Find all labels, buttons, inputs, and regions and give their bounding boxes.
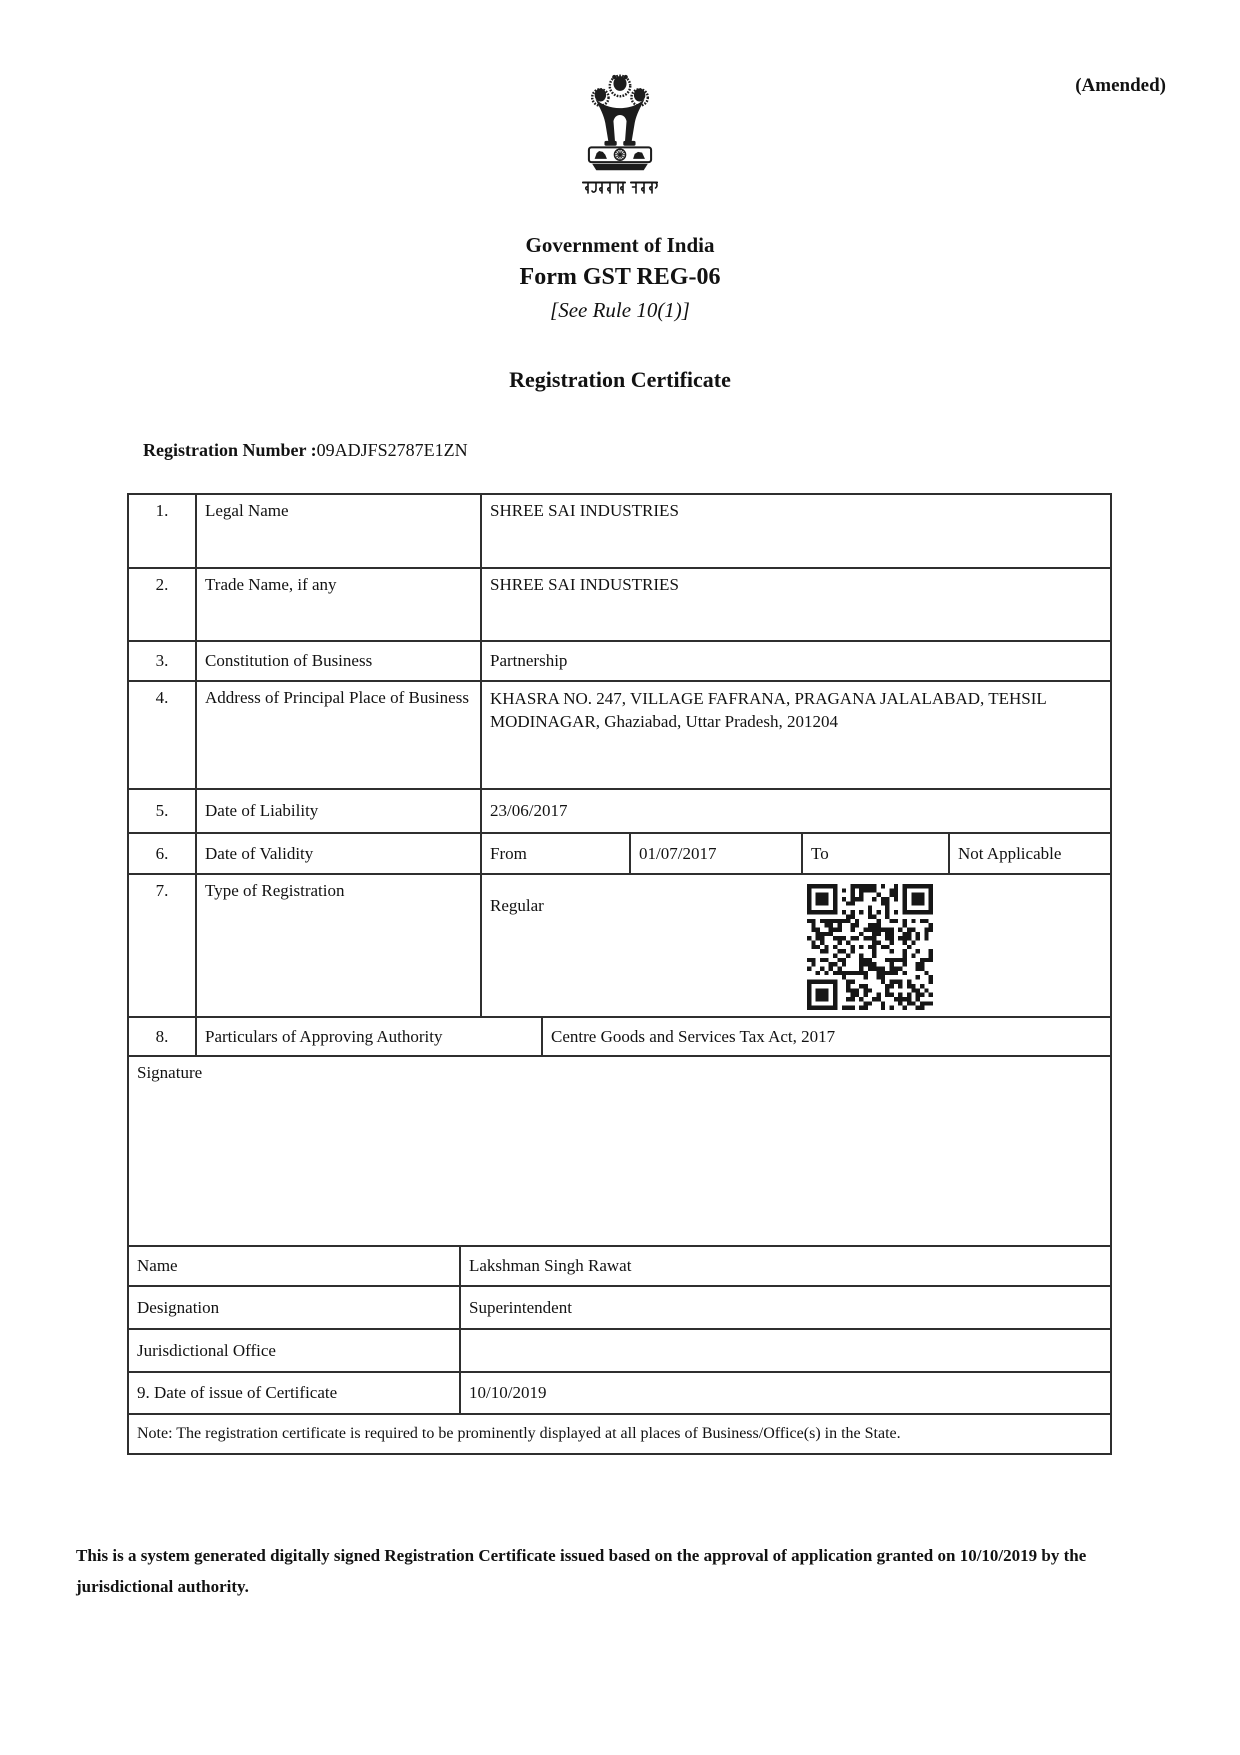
row-value-text: KHASRA NO. 247, VILLAGE FAFRANA, PRAGANA JALALABAD, TEHSIL MODINAGAR, Ghaziabad, Uttar Pradesh, 201204 (490, 689, 1047, 731)
row-value: 23/06/2017 (480, 790, 1110, 832)
table-row-approving-authority (129, 1016, 1110, 1055)
row-label: Designation (137, 1297, 220, 1317)
row-value: Centre Goods and Services Tax Act, 2017 (541, 1018, 1110, 1055)
government-title: Government of India (525, 233, 715, 257)
row-number: 1. (155, 501, 169, 520)
row-value: SHREE SAI INDUSTRIES (480, 569, 1110, 640)
form-title: Form GST REG-06 (519, 264, 721, 290)
row-label: Trade Name, if any (195, 569, 480, 640)
row-number: 2. (155, 575, 169, 594)
validity-from-label: From (480, 834, 629, 873)
row-value: SHREE SAI INDUSTRIES (480, 495, 1110, 567)
row-label: 9. Date of issue of Certificate (137, 1383, 338, 1402)
validity-to-label: To (801, 834, 948, 873)
row-label: Legal Name (195, 495, 480, 567)
table-row-note (129, 1413, 1110, 1453)
table-row-date-of-validity (129, 832, 1110, 873)
validity-to-value: Not Applicable (948, 834, 1110, 873)
satyameva-jayate-motto (582, 180, 658, 196)
table-row-date-of-liability (129, 788, 1110, 832)
table-row-jurisdictional-office (129, 1328, 1110, 1371)
registration-number-value: 09ADJFS2787E1ZN (316, 440, 468, 460)
row-number: 5. (155, 801, 169, 820)
row-number: 4. (155, 688, 169, 707)
registration-type-text: Regular (490, 896, 544, 915)
row-value (480, 682, 1110, 788)
registration-number-label: Registration Number : (143, 440, 317, 460)
qr-code (807, 884, 933, 1010)
table-row-designation (129, 1285, 1110, 1328)
row-value (480, 875, 1110, 1016)
row-value: Lakshman Singh Rawat (459, 1247, 1110, 1285)
row-label: Date of Liability (195, 790, 480, 832)
row-label: Particulars of Approving Authority (195, 1018, 541, 1055)
note-text: Note: The registration certificate is required to be prominently displayed at all places of Business/Office(s) in the State. (137, 1425, 901, 1442)
row-label: Jurisdictional Office (137, 1340, 276, 1360)
table-row-signature (129, 1055, 1110, 1245)
row-number: 7. (155, 881, 169, 900)
validity-from-value: 01/07/2017 (629, 834, 801, 873)
row-value: 10/10/2019 (459, 1373, 1110, 1413)
row-number: 8. (155, 1026, 169, 1046)
row-label: Name (137, 1256, 178, 1275)
footer-note: This is a system generated digitally signed Registration Certificate issued based on the approval of application granted on 10/10/2019 by the jurisdictional authority. (76, 1546, 1087, 1596)
row-value: Superintendent (459, 1287, 1110, 1328)
row-label (195, 682, 480, 788)
emblem-of-india-icon (584, 66, 656, 178)
row-label-text: Address of Principal Place of Business (205, 688, 469, 707)
signature-label: Signature (137, 1063, 203, 1082)
row-number: 3. (155, 651, 169, 670)
row-label: Constitution of Business (195, 642, 480, 680)
row-label: Date of Validity (195, 834, 480, 873)
row-value: Partnership (480, 642, 1110, 680)
table-row-constitution (129, 640, 1110, 680)
rule-reference: [See Rule 10(1)] (550, 298, 690, 322)
row-label: Type of Registration (195, 875, 480, 1016)
certificate-table (127, 493, 1112, 1455)
table-row-address (129, 680, 1110, 788)
table-row-type-of-registration (129, 873, 1110, 1016)
registration-number-line (143, 440, 468, 461)
table-row-name (129, 1245, 1110, 1285)
table-row-trade-name (129, 567, 1110, 640)
row-value (459, 1330, 1110, 1371)
amended-label: (Amended) (1075, 75, 1166, 96)
certificate-title: Registration Certificate (509, 367, 731, 392)
table-row-date-of-issue (129, 1371, 1110, 1413)
table-row-legal-name (129, 495, 1110, 567)
row-number: 6. (155, 843, 169, 863)
